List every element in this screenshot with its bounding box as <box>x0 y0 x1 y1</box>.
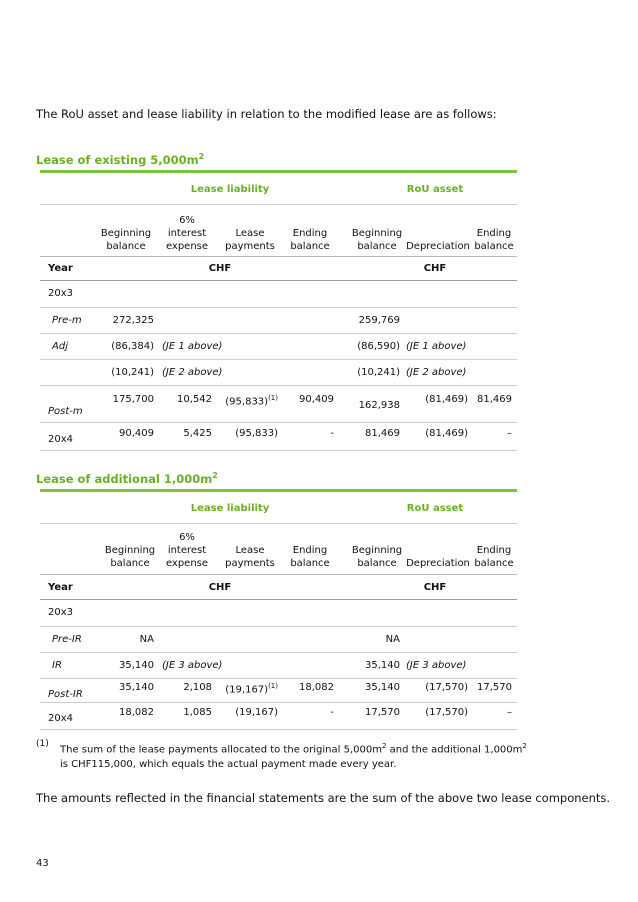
cell-value: (81,469) <box>425 428 468 439</box>
hdr-line: balance <box>474 241 514 252</box>
hdr-line: balance <box>357 558 397 569</box>
divider <box>40 204 517 205</box>
divider <box>40 652 517 653</box>
hdr-line: Beginning <box>351 545 403 556</box>
intro-paragraph: The RoU asset and lease liability in relation to the modified lease are as follows: <box>36 107 497 121</box>
footnote-marker: (1) <box>36 739 49 749</box>
cell-value: (86,590) <box>357 341 400 352</box>
col-header-lease-payments <box>223 227 277 253</box>
cell-value: 90,409 <box>299 394 334 405</box>
cell-value-payments <box>220 394 278 407</box>
hdr-line: Ending <box>476 228 512 239</box>
divider <box>40 359 517 360</box>
footnote-ref: (1) <box>268 682 278 690</box>
group-header-lease-liability: Lease liability <box>190 503 270 514</box>
hdr-line: Beginning <box>351 228 403 239</box>
cell-value: 18,082 <box>119 707 154 718</box>
hdr-line: Beginning <box>104 545 156 556</box>
hdr-line: Lease <box>235 545 265 556</box>
divider <box>40 280 517 281</box>
cell-value: NA <box>385 634 400 645</box>
hdr-line: Ending <box>292 228 328 239</box>
year-header: Year <box>48 263 73 274</box>
divider <box>40 574 517 575</box>
hdr-line: expense <box>165 558 209 569</box>
col-header-interest-expense <box>162 214 212 253</box>
cell-value: 35,140 <box>365 682 400 693</box>
cell-value: 17,570 <box>477 682 512 693</box>
cell-value: (95,833) <box>225 396 269 408</box>
hdr-line: Depreciation <box>406 241 470 252</box>
col-header-rou-ending-balance <box>472 544 516 570</box>
cell-note: (JE 3 above) <box>406 660 467 671</box>
hdr-line: Beginning <box>100 228 152 239</box>
divider <box>40 422 517 423</box>
footnote-part: The sum of the lease payments allocated to the original 5,000m <box>60 744 382 756</box>
closing-paragraph: The amounts reflected in the financial statements are the sum of the above two lease components. <box>36 791 611 805</box>
col-header-interest-expense <box>162 531 212 570</box>
hdr-line: interest <box>167 228 207 239</box>
hdr-line: expense <box>165 241 209 252</box>
row-label-pre-mod: Pre-m <box>52 315 82 326</box>
hdr-line: Ending <box>476 545 512 556</box>
divider <box>40 626 517 627</box>
footnote-sup: 2 <box>522 742 527 750</box>
divider <box>40 307 517 308</box>
cell-value: (10,241) <box>357 367 400 378</box>
divider <box>40 702 517 703</box>
footnote-sup: 2 <box>381 742 387 750</box>
row-label-adj: Adj <box>52 341 68 352</box>
group-header-rou-asset: RoU asset <box>406 184 464 195</box>
unit-chf-left: CHF <box>208 582 232 593</box>
group-header-lease-liability: Lease liability <box>190 184 270 195</box>
cell-value: (95,833) <box>235 428 278 439</box>
hdr-line: balance <box>290 558 330 569</box>
footnote-text <box>60 739 530 772</box>
col-header-rou-ending-balance <box>472 227 516 253</box>
hdr-line: balance <box>110 558 150 569</box>
col-header-rou-beginning-balance <box>346 544 408 570</box>
cell-value: - <box>330 428 334 439</box>
table2-title-sup: 2 <box>212 471 218 480</box>
footnote-ref: (1) <box>268 394 278 402</box>
row-label-ir: IR <box>52 660 62 671</box>
cell-note: (JE 3 above) <box>162 660 223 671</box>
col-header-beginning-balance <box>98 227 154 253</box>
cell-value: 175,700 <box>112 394 154 405</box>
cell-value: – <box>507 707 512 718</box>
hdr-line: interest <box>167 545 207 556</box>
cell-note: (JE 1 above) <box>162 341 223 352</box>
cell-value: 35,140 <box>365 660 400 671</box>
hdr-line: payments <box>225 241 275 252</box>
col-header-ending-balance <box>284 544 336 570</box>
table-top-rule <box>40 489 517 492</box>
unit-chf-right: CHF <box>423 263 447 274</box>
cell-value: - <box>330 707 334 718</box>
cell-value: (17,570) <box>425 707 468 718</box>
divider <box>40 599 517 600</box>
cell-value: 35,140 <box>119 682 154 693</box>
cell-value: – <box>507 428 512 439</box>
table2-title-text: Lease of additional 1,000m <box>36 471 213 486</box>
table1-title <box>36 152 204 167</box>
hdr-line: balance <box>106 241 146 252</box>
table-top-rule <box>40 170 517 173</box>
row-label-post-mod: Post-m <box>48 406 83 417</box>
table1-title-sup: 2 <box>198 152 205 161</box>
hdr-line: balance <box>357 241 397 252</box>
cell-value: 90,409 <box>119 428 154 439</box>
cell-value: 5,425 <box>183 428 212 439</box>
cell-value: 35,140 <box>119 660 154 671</box>
col-header-lease-payments <box>223 544 277 570</box>
row-label-pre-ir: Pre-IR <box>52 634 82 645</box>
hdr-line: payments <box>225 558 275 569</box>
cell-value: (19,167) <box>235 707 278 718</box>
cell-value: (81,469) <box>425 394 468 405</box>
cell-value: 10,542 <box>177 394 212 405</box>
footnote-part: and the additional 1,000m <box>386 744 523 756</box>
table1-title-text: Lease of existing 5,000m <box>36 152 199 167</box>
col-header-depreciation <box>406 240 470 253</box>
divider <box>40 385 517 386</box>
hdr-line: Lease <box>235 228 265 239</box>
col-header-rou-beginning-balance <box>346 227 408 253</box>
year-header: Year <box>48 582 73 593</box>
year-20x3: 20x3 <box>48 288 74 299</box>
cell-note: (JE 2 above) <box>406 367 467 378</box>
divider <box>40 256 517 257</box>
cell-value: 259,769 <box>358 315 400 326</box>
col-header-ending-balance <box>284 227 336 253</box>
hdr-line: 6% <box>179 532 195 543</box>
unit-chf-right: CHF <box>423 582 447 593</box>
page-number: 43 <box>36 858 49 869</box>
cell-value: (10,241) <box>111 367 154 378</box>
cell-value: 272,325 <box>112 315 154 326</box>
divider <box>40 450 517 451</box>
cell-value: (17,570) <box>425 682 468 693</box>
group-header-rou-asset: RoU asset <box>406 503 464 514</box>
cell-value: 162,938 <box>358 400 400 411</box>
divider <box>40 523 517 524</box>
year-20x3: 20x3 <box>48 607 74 618</box>
footnote-part: is CHF115,000, which equals the actual payment made every year. <box>60 759 397 771</box>
cell-note: (JE 1 above) <box>406 341 467 352</box>
cell-note: (JE 2 above) <box>162 367 223 378</box>
cell-value: 18,082 <box>299 682 334 693</box>
cell-value: NA <box>139 634 154 645</box>
hdr-line: Ending <box>292 545 328 556</box>
hdr-line: balance <box>290 241 330 252</box>
divider <box>40 333 517 334</box>
col-header-beginning-balance <box>102 544 158 570</box>
cell-value: 2,108 <box>183 682 212 693</box>
cell-value-payments <box>220 682 278 695</box>
divider <box>40 678 517 679</box>
col-header-depreciation <box>406 557 470 570</box>
cell-value: (19,167) <box>225 684 269 696</box>
unit-chf-left: CHF <box>208 263 232 274</box>
divider <box>40 729 517 730</box>
hdr-line: balance <box>474 558 514 569</box>
cell-value: 81,469 <box>365 428 400 439</box>
hdr-line: 6% <box>179 215 195 226</box>
cell-value: 17,570 <box>365 707 400 718</box>
table2-title <box>36 471 218 486</box>
year-20x4: 20x4 <box>48 434 74 445</box>
year-20x4: 20x4 <box>48 713 74 724</box>
cell-value: 1,085 <box>183 707 212 718</box>
hdr-line: Depreciation <box>406 558 470 569</box>
cell-value: (86,384) <box>111 341 154 352</box>
cell-value: 81,469 <box>477 394 512 405</box>
row-label-post-ir: Post-IR <box>48 689 83 700</box>
